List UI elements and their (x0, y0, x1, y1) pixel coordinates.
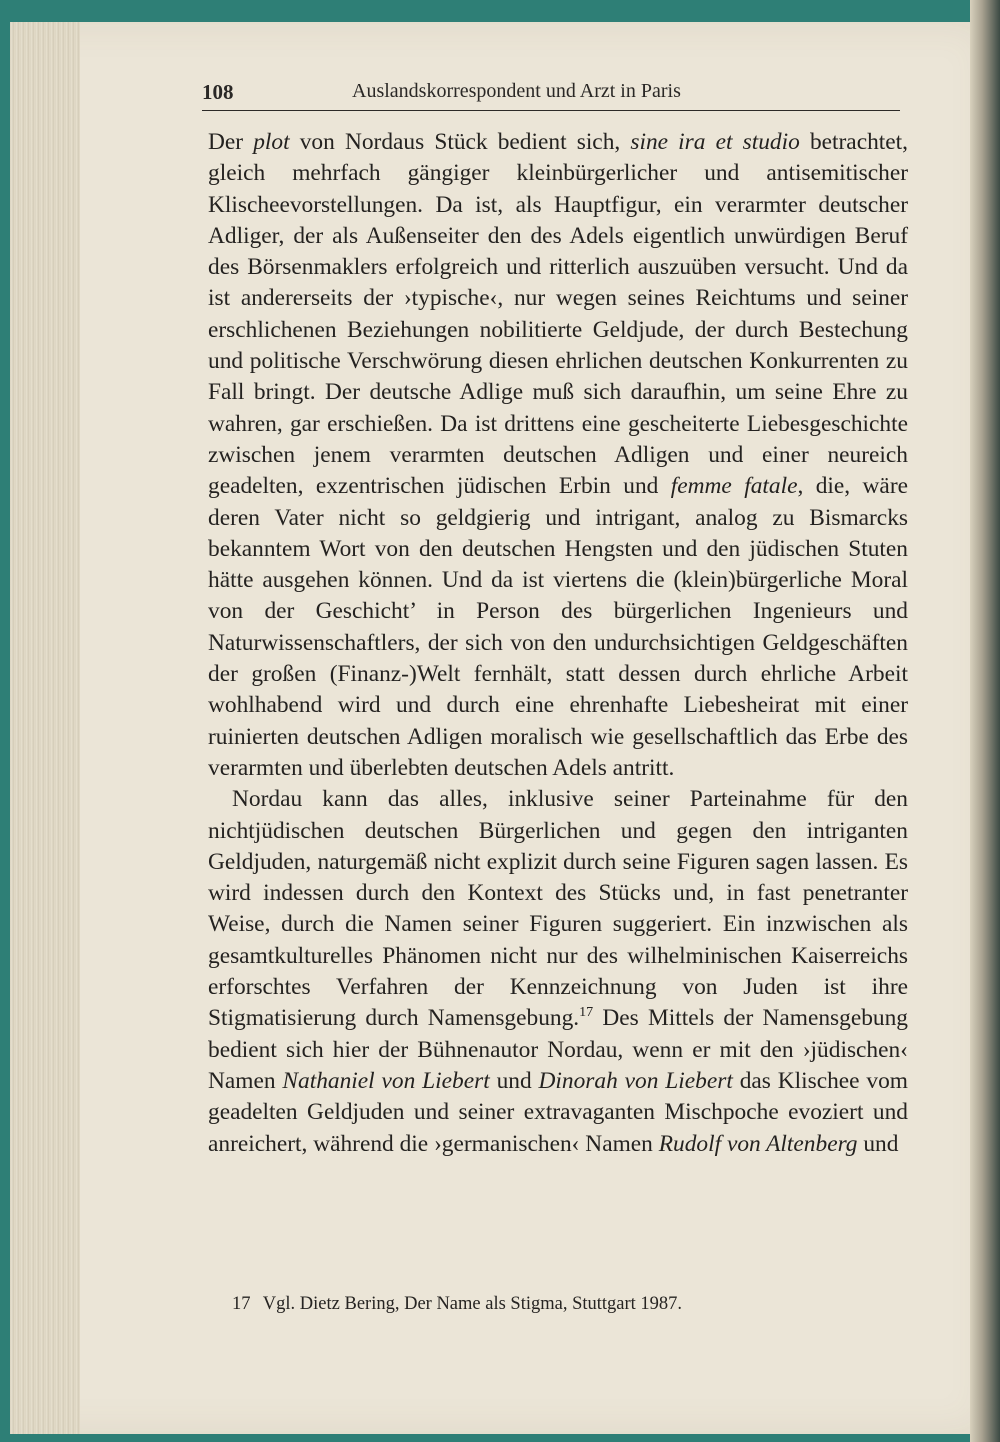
italic-run: plot (253, 129, 290, 155)
text-run: Nordau kann das alles, inklusive seiner Parteinahme für den nichtjüdischen deutschen Bürgerlichen und gegen den intriganten Geldjuden, naturgemäß nicht explizit durch seine Figuren sagen lassen. Es wird indessen durch den Kontext des Stücks und, in fast penetranter Weise, durch die Namen seiner Figuren suggeriert. Ein inzwischen als gesamtkulturelles Phänomen nicht nur des wilhelminischen Kaiserreichs erforschtes Verfahren der Kennzeichnung von Juden ist ihre Stigmatisierung durch Namensgebung. (208, 786, 908, 1032)
italic-run: Dinorah von Liebert (538, 1067, 733, 1094)
page-edges (10, 22, 80, 1434)
paragraph (208, 127, 908, 784)
text-run: , die, wäre deren Vater nicht so geldgierig und intrigant, analog zu Bismarcks bekanntem Wort von den deutschen Hengsten und den jüdischen Stuten hätte ausgehen können. Und da ist viertens die (klein)bürgerliche Moral von der Geschicht’ in Person des bürgerlichen Ingenieurs und Naturwissenschaftlers, der sich von den undurchsichtigen Geldgeschäften der großen (Finanz-)Welt fernhält, statt dessen durch ehrliche Arbeit wohlhabend wird und durch eine ehrenhafte Liebesheirat mit einer ruinierten deutschen Adligen moralisch wie gesellschaftlich das Erbe des verarmten und überlebten deutschen Adels antritt. (208, 473, 908, 781)
text-run: von Nordaus Stück bedient sich, (289, 129, 631, 155)
book-spine (970, 0, 1000, 1442)
text-run: und (489, 1067, 539, 1094)
running-head: Auslandskorrespondent und Arzt in Paris (352, 80, 681, 102)
footnote-ref: 17 (579, 1004, 594, 1021)
italic-run: Rudolf von Altenberg (658, 1130, 858, 1157)
footnote-number: 17 (232, 1294, 251, 1314)
page-number: 108 (202, 80, 234, 104)
text-run: betrachtet, gleich mehrfach gängiger kleinbürgerlicher und antisemitischer Klischeevorstellungen. Da ist, als Hauptfigur, ein verarmter deutscher Adliger, der als Außenseiter den des Adels eigentlich unwürdigen Beruf des Börsenmaklers erfolgreich und ritterlich auszuüben versucht. Und da ist andererseits der ›typische‹, nur wegen seines Reichtums und seiner erschlichenen Beziehungen nobilitierte Geldjude, der durch Bestechung und politische Verschwörung diesen ehrlichen deutschen Konkurrenten zu Fall bringt. Der deutsche Adlige muß sich daraufhin, um seine Ehre zu wahren, gar erschießen. Da ist drittens eine gescheiterte Liebesgeschichte zwischen jenem verarmten deutschen Adligen und einer neureich geadelten, exzentrischen jüdischen Erbin und (208, 129, 908, 500)
italic-run: femme fatale (670, 473, 798, 500)
body-text (208, 127, 908, 1160)
italic-run: sine ira et studio (630, 129, 800, 155)
text-run: Des Mittels der Namensgebung bedient sich hier der Bühnenautor Nordau, wenn er mit den ›jüdischen‹ Namen (208, 1005, 908, 1094)
paragraph (208, 784, 908, 1160)
page-header (202, 80, 900, 111)
footnote-text: Vgl. Dietz Bering, Der Name als Stigma, Stuttgart 1987. (262, 1294, 683, 1314)
italic-run: Nathaniel von Liebert (282, 1067, 490, 1094)
text-run: und (857, 1130, 899, 1157)
text-run: das Klischee vom geadelten Geldjuden und seiner extravaganten Mischpoche evoziert und anreichert, während die ›germanischen‹ Namen (208, 1067, 909, 1157)
footnote (232, 1294, 682, 1315)
text-run: Der (208, 129, 254, 155)
